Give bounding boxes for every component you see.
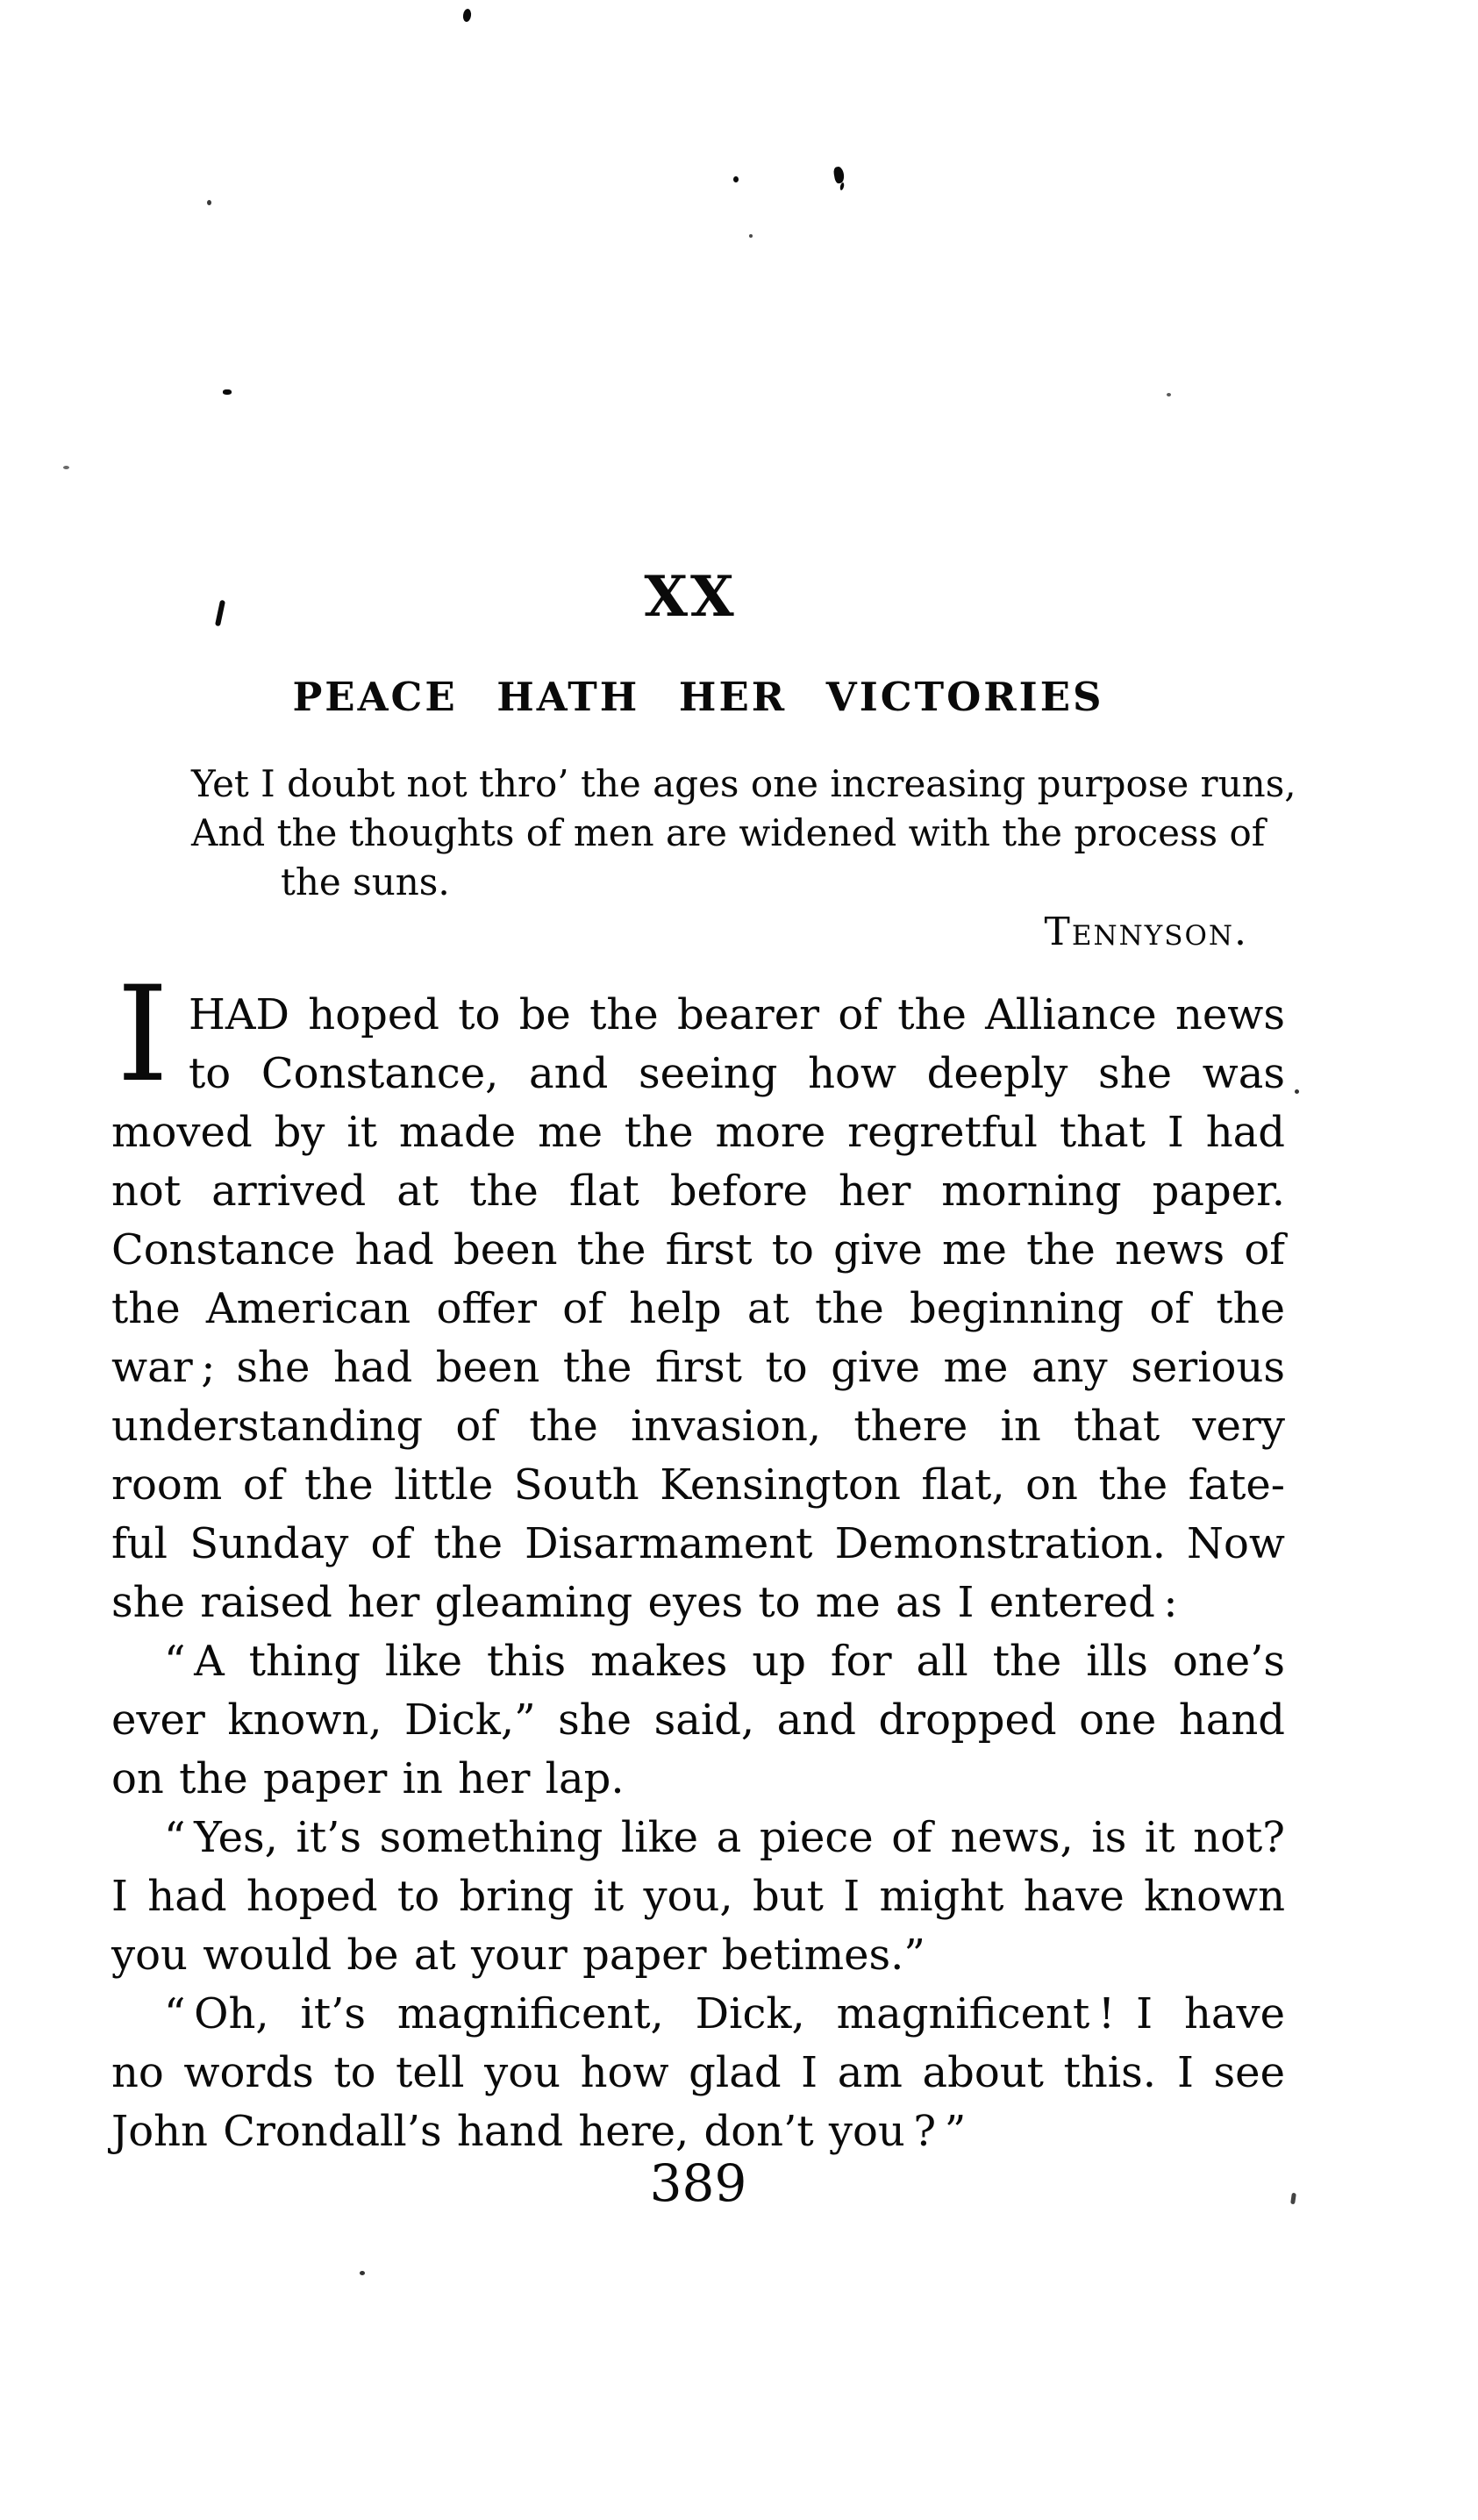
chapter-title: PEACE HATH HER VICTORIES [292, 674, 1104, 720]
ink-speck [63, 466, 69, 469]
ink-speck [839, 182, 845, 191]
paragraph [111, 1632, 1285, 1809]
body-line: I had hoped to bring it you, but I might have known [111, 1872, 1285, 1921]
ink-speck [832, 166, 845, 184]
epigraph-line: And the thoughts of men are widened with the process of [191, 811, 1266, 854]
body-line: “ Oh, it’s magnificent, Dick, magnificent ! I have [164, 1989, 1285, 2038]
ink-speck [223, 389, 232, 395]
body-line: “ A thing like this makes up for all the ills one’s [164, 1637, 1285, 1686]
ink-speck [462, 8, 472, 22]
body-line: not arrived at the flat before her morning paper. [111, 1167, 1285, 1216]
epigraph-line: Yet I doubt not thro’ the ages one increasing purpose runs, [191, 762, 1296, 805]
body-line: to Constance, and seeing how deeply she was [189, 1049, 1285, 1098]
body-line: ever known, Dick,” she said, and dropped one hand [111, 1695, 1285, 1745]
drop-cap: I [117, 959, 169, 1111]
body-line: understanding of the invasion, there in that very [111, 1402, 1285, 1451]
ink-speck [1290, 2193, 1296, 2205]
body-line: the American offer of help at the beginning of the [111, 1284, 1285, 1333]
ink-speck [749, 234, 753, 238]
paragraph [111, 959, 1285, 1632]
body-text [111, 959, 1285, 2161]
body-line: no words to tell you how glad I am about this. I see [111, 2048, 1285, 2097]
chapter-number: XX [644, 564, 737, 630]
body-line: room of the little South Kensington flat, on the fate- [111, 1460, 1285, 1510]
epigraph-attribution: Tennyson. [1044, 910, 1248, 954]
ink-speck [360, 2271, 365, 2275]
body-line: John Crondall’s hand here, don’t you ? ” [111, 2107, 967, 2156]
ink-speck [1167, 393, 1171, 396]
epigraph [191, 760, 1296, 958]
body-line: ful Sunday of the Disarmament Demonstration. Now [111, 1519, 1285, 1568]
epigraph-line: the suns. [281, 860, 450, 903]
body-line: she raised her gleaming eyes to me as I entered : [111, 1578, 1178, 1627]
body-line: “ Yes, it’s something like a piece of news, is it not? [164, 1813, 1285, 1862]
body-line: on the paper in her lap. [111, 1754, 625, 1803]
ink-speck [733, 176, 739, 182]
paragraph [111, 1985, 1285, 2161]
body-line: war ; she had been the first to give me any serious [111, 1343, 1285, 1392]
body-line: Constance had been the first to give me the news of [111, 1225, 1285, 1274]
page-number: 389 [649, 2153, 747, 2213]
body-line: moved by it made me the more regretful that I had [111, 1108, 1285, 1157]
ink-speck [1295, 1089, 1299, 1094]
ink-speck [207, 200, 211, 205]
body-line: you would be at your paper betimes.” [111, 1931, 925, 1980]
paragraph [111, 1809, 1285, 1985]
body-line: HAD hoped to be the bearer of the Alliance news [189, 990, 1285, 1039]
